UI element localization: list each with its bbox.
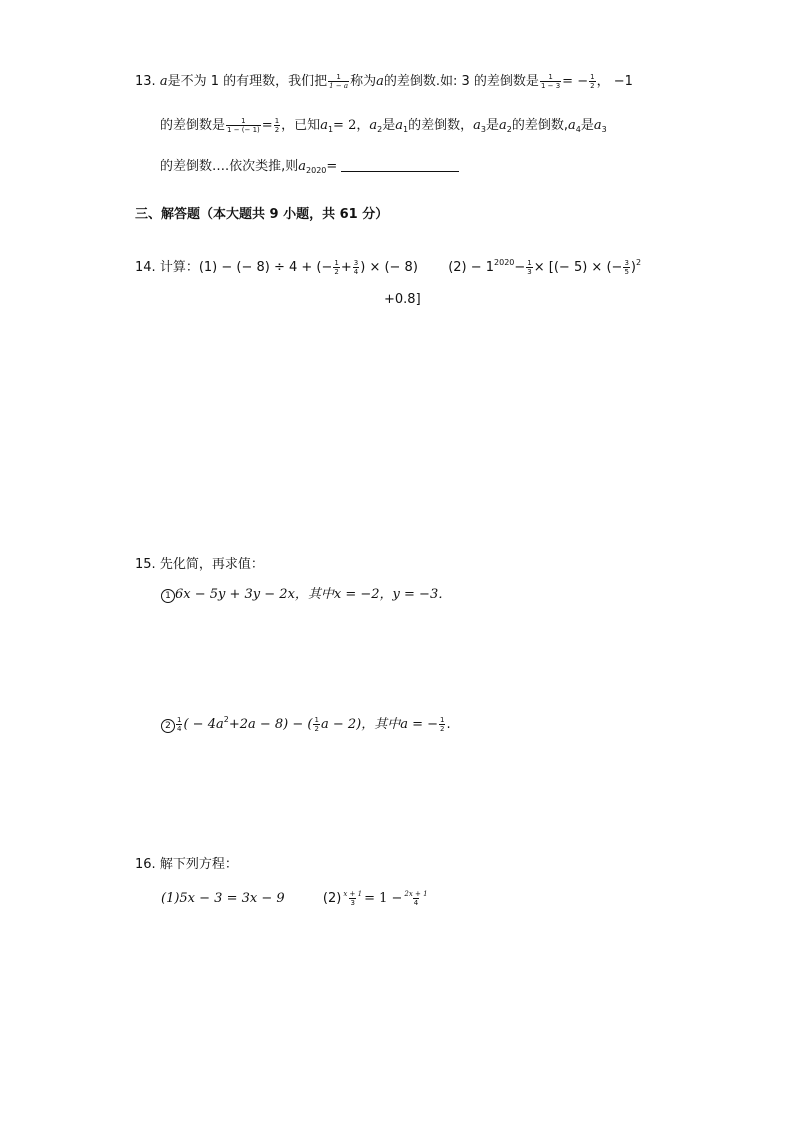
q16-title-line: 16. 解下列方程： [135, 857, 238, 872]
q16-equation-1: (1)5x − 3 = 3x − 9 [161, 891, 285, 906]
fraction: $\frac{1}{3}$ [527, 259, 532, 276]
section-heading: 三、解答题（本大题共 9 小题，共 61 分） [135, 207, 389, 222]
q13-line-3: 的差倒数….依次类推,则$a_{2020}=$ [160, 158, 459, 180]
fraction: $\frac{1}{1 - a}$ [329, 73, 349, 90]
fraction: $\frac{x + 1}{3}$ [343, 890, 363, 907]
fraction: $\frac{1}{2}$ [590, 73, 595, 90]
q15-title-line: 15. 先化简，再求值： [135, 557, 264, 572]
fraction: $\frac{1}{1 - (- 1)}$ [227, 117, 260, 134]
circled-number: 2 [161, 719, 175, 733]
q15-part1: 1 6x − 5y + 3y − 2x，其中x = −2，y = −3． [161, 586, 451, 604]
fraction: $\frac{1}{4}$ [177, 716, 182, 733]
fraction: $\frac{3}{4}$ [353, 259, 359, 276]
q15-number: 15. [135, 557, 156, 572]
fraction: $\frac{3}{5}$ [624, 259, 629, 276]
q16-equations: (1)5x − 3 = 3x − 9 (2) $\frac{x + 1}{3}$ = 1 − $\frac{2x + 1}{4}$ [161, 890, 428, 907]
fraction: $\frac{1}{2}$ [314, 716, 319, 733]
q13-line-1: 13. a是不为 1 的有理数，我们把 $\frac{1}{1 - a}$ 称为a的差倒数.如: 3 的差倒数是 $\frac{1}{1 - 3}$ = − $\frac{1}{2}$ ， −1 [135, 73, 633, 90]
fraction: $\frac{1}{1 - 3}$ [540, 73, 561, 90]
circled-number: 1 [161, 589, 175, 603]
q14-line-1: 14. 计算：(1) − (− 8) ÷ 4 + (− $\frac{1}{2}$ + $\frac{3}{4}$ ) × (− 8) $(2) - 1^{2020}-$ $\frac{1}{3}$ × [(− 5) × (− $\frac{3}{5}$ )$^2$ [135, 258, 642, 276]
q13-number: 13. [135, 74, 156, 89]
q14-number: 14. [135, 260, 156, 275]
fraction: $\frac{2x + 1}{4}$ [404, 890, 428, 907]
q14-line-2: +0.8] [384, 292, 421, 307]
fraction: $\frac{1}{2}$ [440, 716, 445, 733]
fraction: $\frac{1}{2}$ [274, 117, 280, 134]
q15-part2: 2 $\frac{1}{4}$ ( − $4a^2+2a - 8$) − ( $\frac{1}{2}$ a − 2)，其中a = − $\frac{1}{2}$ . [161, 711, 451, 734]
q13-line-2: 的差倒数是 $\frac{1}{1 - (- 1)}$ = $\frac{1}{2}$ ，已知$a_1= 2$，$a_2$是$a_1$的差倒数，$a_3$是$a_2$的差倒数$,a_4$是$a_3$ [160, 117, 607, 134]
answer-blank[interactable] [341, 159, 459, 172]
fraction: $\frac{1}{2}$ [334, 259, 339, 276]
q16-number: 16. [135, 857, 156, 872]
